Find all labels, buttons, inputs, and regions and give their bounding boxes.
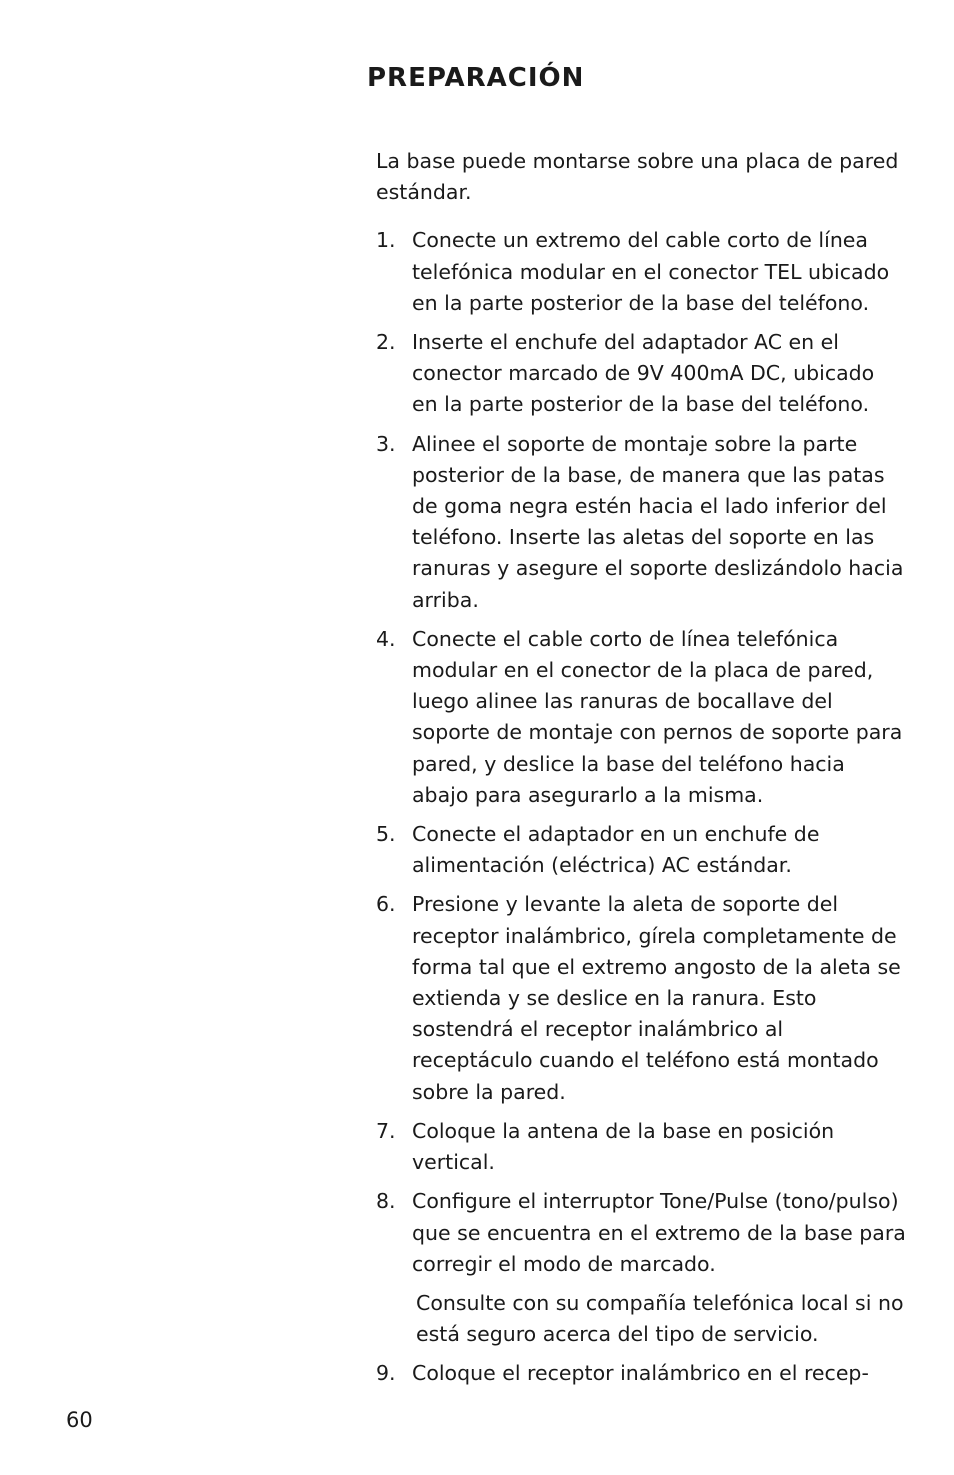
step-text: Conecte un extremo del cable corto de línea telefónica modular en el conector TEL ubicado en la parte posterior de la base del teléfono. [412, 228, 890, 315]
step-text: Coloque la antena de la base en posición vertical. [412, 1118, 835, 1175]
step-item-4 [376, 624, 906, 811]
step-item-8 [376, 1186, 906, 1350]
step-item-1 [376, 225, 906, 319]
step-number: 8. [376, 1189, 396, 1214]
main-content [376, 146, 906, 1398]
step-item-5 [376, 819, 906, 881]
step-number: 4. [376, 626, 396, 651]
step-number: 1. [376, 228, 396, 253]
step-note: Consulte con su compañía telefónica local si no está seguro acerca del tipo de servicio. [416, 1290, 904, 1347]
step-number: 2. [376, 330, 396, 355]
step-number: 6. [376, 892, 396, 917]
step-number: 7. [376, 1118, 396, 1143]
step-item-6 [376, 889, 906, 1107]
step-text: Configure el interruptor Tone/Pulse (tono/pulso) que se encuentra en el extremo de la base para corregir el modo de marcado. [412, 1189, 906, 1276]
step-number: 9. [376, 1361, 396, 1386]
step-item-9 [376, 1358, 906, 1389]
step-item-3 [376, 429, 906, 616]
step-text: Presione y levante la aleta de soporte del receptor inalámbrico, gírela completamente de forma tal que el extremo angosto de la aleta se extienda y se deslice en la ranura. Esto sostendrá el receptor inalámbrico al receptáculo cuando el teléfono está montado sobre la pared. [412, 892, 901, 1104]
step-text: Conecte el cable corto de línea telefónica modular en el conector de la placa de pared, luego alinee las ranuras de bocallave del soporte de montaje con pernos de soporte para pared, y deslice la base del teléfono hacia abajo para asegurarlo a la misma. [412, 626, 903, 807]
step-text: Coloque el receptor inalámbrico en el recep- [412, 1361, 869, 1386]
step-text: Conecte el adaptador en un enchufe de alimentación (eléctrica) AC estándar. [412, 822, 820, 878]
page-title: PREPARACIÓN [367, 63, 585, 93]
step-item-7 [376, 1116, 906, 1178]
step-number: 5. [376, 822, 396, 847]
step-text: Alinee el soporte de montaje sobre la parte posterior de la base, de manera que las patas de goma negra estén hacia el lado inferior del teléfono. Inserte las aletas del soporte en las ranuras y asegure el soporte deslizándolo hacia arriba. [412, 431, 904, 612]
intro-paragraph: La base puede montarse sobre una placa de pared estándar. [376, 149, 899, 205]
page-number: 60 [66, 1408, 93, 1432]
step-item-2 [376, 327, 906, 421]
steps-list [376, 225, 906, 1389]
step-number: 3. [376, 431, 396, 456]
step-text: Inserte el enchufe del adaptador AC en el conector marcado de 9V 400mA DC, ubicado en la parte posterior de la base del teléfono. [412, 330, 875, 417]
